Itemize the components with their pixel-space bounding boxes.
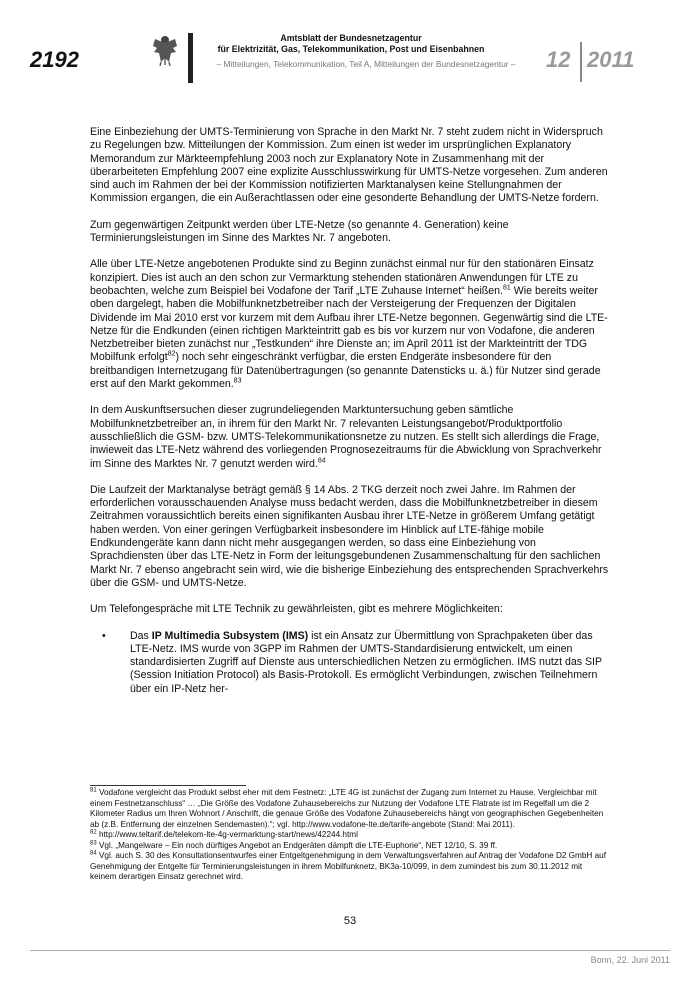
list-item: • Das IP Multimedia Subsystem (IMS) ist ein Ansatz zur Übermittlung von Sprachpaketen über das LTE-Netz. IMS wurde von 3GPP im Rahmen der UMTS-Standardisierung entwickelt, um einen standardisierten Zugriff auf Dienste aus unterschiedlichen Netzen zu ermöglichen. IMS nutzt das SIP (Session Initiation Protocol) als Basis-Protokoll. Es ermöglicht Verbindungen, zwischen Teilnehmern über ein IP-Netz her-: [102, 629, 602, 695]
ims-term: IP Multimedia Subsystem (IMS): [151, 629, 309, 642]
paragraph-5: Die Laufzeit der Marktanalyse beträgt gemäß § 14 Abs. 2 TKG derzeit noch zwei Jahre. Im Rahmen der erforderlichen vorausschauenden Analyse muss bedacht werden, dass die Mobilfunknetzbetreiber in diesem Zeitrahmen voraussichtlich bereits einen signifikanten Ausbau ihrer LTE-Netze in größerem Umfang getätigt haben werden. Von einer geringen Verfügbarkeit insbesondere im Hinblick auf LTE-fähige mobile Endkundengeräte kann dann nicht mehr ausgegangen werden, so dass eine Einbeziehung von Sprachdiensten über das LTE-Netz in Form der leitungsgebundenen Zusammenschaltung für den sachlichen Markt Nr. 7 ebenso angebracht sein wird, wie die bisherige Einbeziehung des entsprechenden Sprachverkehrs über die GSM- und UMTS-Netze.: [90, 483, 609, 589]
footnote-ref-84[interactable]: 84: [317, 457, 326, 464]
paragraph-6: Um Telefongespräche mit LTE Technik zu gewährleisten, gibt es mehrere Möglichkeiten:: [90, 603, 503, 616]
issue-number: 12: [546, 47, 571, 72]
page-number: 53: [343, 915, 357, 927]
footnote-82-link[interactable]: http://www.teltarif.de/telekom-lte-4g-vermarktung-start/news/42244.html: [96, 830, 358, 839]
page-header: [0, 0, 700, 100]
footnotes: [90, 788, 610, 883]
paragraph-4: In dem Auskunftsersuchen dieser zugrundeliegenden Marktuntersuchung geben sämtliche Mobilfunknetzbetreiber an, in ihrem für den Markt Nr. 7 relevanten Leistungsangebot/Produktportfolio ausschließlich die GSM- bzw. UMTS-Telekommunikationsnetze zu nutzen. Es stellt sich allerdings die Frage, inwieweit das LTE-Netz während des vorliegenden Prognosezeitraums für die Abwicklung von Sprachverkehr im Sinne des Marktes Nr. 7 genutzt werden wird.$^{84}$: [90, 404, 602, 470]
footnote-ref-82[interactable]: 82: [167, 350, 176, 358]
footnote-84: $^{84}$ Vgl. auch S. 30 des Konsultationsentwurfes einer Entgeltgenehmigung in dem Verwaltungsverfahren auf Antrag der Vodafone D2 GmbH auf Genehmigung der Entgelte für Terminierungsleistungen in ihrem Mobilfunknetz, BK3a-10/099, in dem zumindest bis zum 30.11.2012 mit keinem derartigen Einsatz gerechnet wird.: [90, 850, 606, 881]
paragraph-1: Eine Einbeziehung der UMTS-Terminierung von Sprache in den Markt Nr. 7 steht zudem nicht in Widerspruch zu Regelungen bzw. Mitteilungen der Kommission. Zum einen ist weder im ursprünglichen Explanatory Memorandum zur Märkteempfehlung 2003 noch zur Explanatory Note in Zusammenhang mit der überarbeiteten Empfehlung 2007 eine explizite Ausschlusswirkung für UMTS-Netze vorgesehen. Zum anderen sind auch im Rahmen der bei der Kommission notifizierten Marktanalysen keine Stellungnahmen der Kommission ergangen, die ein Außerachtlassen oder eine gesonderte Behandlung der UMTS-Netze fordern.: [90, 126, 608, 205]
footnote-ref-81[interactable]: 81: [503, 284, 511, 292]
paragraph-2: Zum gegenwärtigen Zeitpunkt werden über LTE-Netze (so genannte 4. Generation) keine Terminierungsleistungen im Sinne des Marktes Nr. 7 angeboten.: [90, 218, 509, 245]
bullet-icon: •: [102, 629, 106, 642]
footnote-82: $^{82}$ http://www.teltarif.de/telekom-lte-4g-vermarktung-start/news/42244.html: [90, 829, 358, 839]
main-text: [90, 126, 610, 696]
issue-year: 2011: [587, 47, 635, 72]
footnote-separator: [90, 785, 246, 786]
footer-divider: [30, 950, 670, 951]
journal-title: [196, 33, 506, 55]
publication-date: Bonn, 22. Juni 2011: [590, 955, 670, 965]
options-list: [90, 630, 610, 696]
journal-title-line2: für Elektrizität, Gas, Telekommunikation, Post und Eisenbahnen: [217, 44, 485, 54]
journal-page-number: 2192: [30, 47, 79, 72]
footnote-83: $^{83}$ Vgl. „Mangelware – Ein noch dürftiges Angebot an Endgeräten dämpft die LTE-Euphorie“, NET 12/10, S. 39 ff.: [90, 839, 498, 850]
footnote-81: $^{81}$ Vodafone vergleicht das Produkt selbst eher mit dem Festnetz: „LTE 4G ist zunächst der Zugang zum Internet zu Hause. Vergleichbar mit einem Festnetzanschluss“ … „Die Größe des Vodafone Zuhausebereichs zur Nutzung der Vodafone LTE Flatrate ist im Regelfall um die 2 Kilometer Radius um Ihren Wohnort / Anschrift, die genaue Größe des Vodafone Zuhausebereichs hängt von geographischen Gegebenheiten ab (z.B. Entfernung der einzelnen Sendemasten).“; vgl. http://www.vodafone-lte.de/tarife-angebote (Stand: Mai 2011).: [90, 787, 604, 829]
issue-divider: [580, 42, 582, 82]
federal-eagle-icon: [152, 34, 178, 66]
journal-title-line1: Amtsblatt der Bundesnetzagentur: [280, 33, 422, 43]
paragraph-3: Alle über LTE-Netze angebotenen Produkte sind zu Beginn zunächst einmal nur für den stationären Einsatz konzipiert. Dies ist auch an den schon zur Vermarktung stehenden stationären Anwendungen für LTE zu beobachten, welche zum Beispiel bei Vodafone der Tarif „LTE Zuhause Internet“ heißen.$^{81}$ Wie bereits weiter oben dargelegt, haben die Mobilfunknetzbetreiber nach der Versteigerung der Frequenzen der Digitalen Dividende im Mai 2010 erst vor kurzem mit dem Aufbau ihrer LTE-Netze begonnen. Gegenwärtig sind die LTE-Netze für die Endkunden (einen richtigen Markteintritt gab es bis vor kurzem nur von Vodafone, die anderen Netzbetreiber bieten zunächst nur „Testkunden“ ihre Dienste an; im April 2011 ist der Markteintritt der TDG Mobilfunk erfolgt$^{82}$) noch sehr eingeschränkt verfügbar, die ersten Endgeräte insbesondere für den breitbandigen Internetzugang für Datenübertragungen (so genannte Datensticks u. ä.) für Nutzer sind gerade erst auf den Markt gekommen.$^{83}$: [90, 258, 608, 391]
header-divider: [188, 33, 193, 83]
journal-subtitle: – Mitteilungen, Telekommunikation, Teil A, Mitteilungen der Bundesnetzagentur –: [216, 59, 516, 69]
footnote-ref-83[interactable]: 83: [233, 377, 242, 385]
